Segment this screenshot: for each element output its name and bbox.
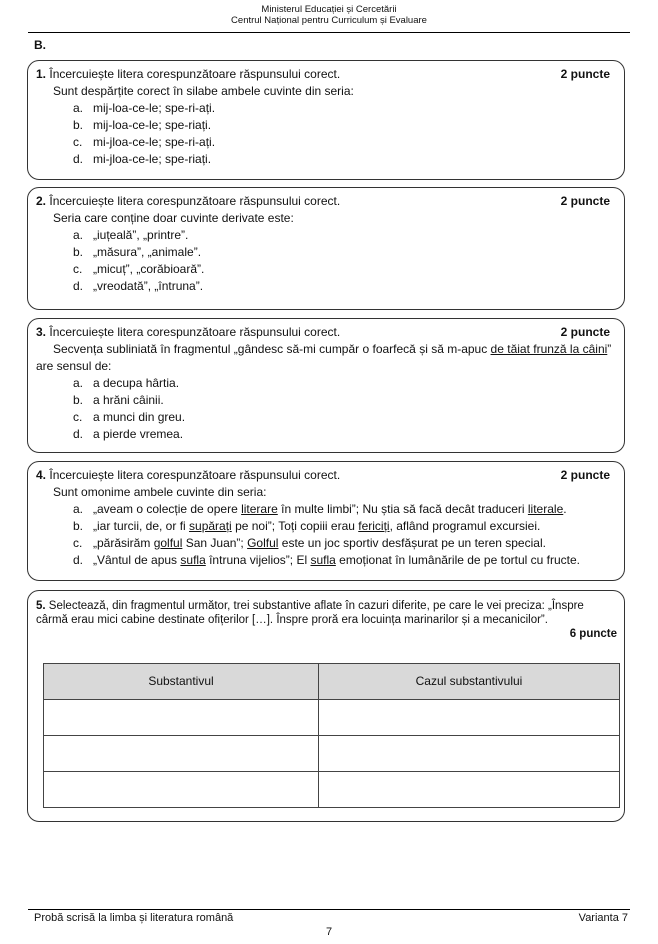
question-number: 5.: [36, 600, 46, 612]
question-1-box: [27, 60, 625, 180]
question-number: 2.: [36, 194, 47, 208]
question-number: 4.: [36, 468, 47, 482]
question-text-line1: Selectează, din fragmentul următor, trei substantive aflate în cazuri diferite, pe care le vei preciza: „Înspre: [48, 600, 584, 612]
option-a[interactable]: a. a decupa hârtia.: [73, 376, 180, 390]
footer-exam-title: Probă scrisă la limba și literatura română: [34, 912, 234, 924]
question-prompt: Sunt omonime ambele cuvinte din seria:: [53, 485, 267, 499]
question-prompt: Secvența subliniată în fragmentul „gândesc să-mi cumpăr o foarfecă și să m-apuc de tăiat frunză la câini”: [53, 342, 612, 356]
option-d[interactable]: d. „vreodată”, „întruna”.: [73, 279, 204, 293]
ministry-name: Ministerul Educației și Cercetării: [261, 4, 397, 15]
question-instruction: Încercuiește litera corespunzătoare răspunsului corect.: [49, 194, 341, 208]
footer-divider: [28, 909, 630, 910]
question-prompt: Seria care conține doar cuvinte derivate este:: [53, 211, 294, 225]
option-a[interactable]: a. „iuțeală”, „printre”.: [73, 228, 189, 242]
answer-cell[interactable]: [319, 700, 620, 736]
underlined-phrase: de tăiat frunză la câini: [490, 342, 608, 356]
question-points: 2 puncte: [560, 67, 610, 81]
option-d[interactable]: d. a pierde vremea.: [73, 427, 184, 441]
question-prompt-continuation: are sensul de:: [36, 359, 112, 373]
option-b[interactable]: b. a hrăni câinii.: [73, 393, 164, 407]
center-name: Centrul Național pentru Curriculum și Evaluare: [231, 15, 427, 26]
question-number: 1.: [36, 67, 47, 81]
option-b[interactable]: b. „măsura”, „animale”.: [73, 245, 202, 259]
option-c[interactable]: c. mi-jloa-ce-le; spe-ri-ați.: [73, 135, 216, 149]
option-d[interactable]: d. „Vântul de apus sufla întruna vijelios”; El sufla emoționat în lumânările de pe tortul cu fructe.: [73, 553, 580, 567]
option-c[interactable]: c. a munci din greu.: [73, 410, 186, 424]
question-instruction: Încercuiește litera corespunzătoare răspunsului corect.: [49, 325, 341, 339]
question-instruction: Încercuiește litera corespunzătoare răspunsului corect.: [49, 67, 341, 81]
column-header-case: Cazul substantivului: [319, 664, 620, 700]
question-points: 2 puncte: [560, 325, 610, 339]
question-points: 6 puncte: [569, 628, 617, 640]
document-header: [0, 4, 658, 26]
answer-cell[interactable]: [319, 736, 620, 772]
section-letter: B.: [34, 38, 46, 52]
question-5-box: [27, 590, 625, 822]
table-row: [44, 772, 620, 808]
answer-cell[interactable]: [44, 736, 319, 772]
option-a[interactable]: a. mij-loa-ce-le; spe-ri-ați.: [73, 101, 216, 115]
option-d[interactable]: d. mi-jloa-ce-le; spe-riați.: [73, 152, 212, 166]
question-points: 2 puncte: [560, 468, 610, 482]
table-row: [44, 736, 620, 772]
question-instruction: Încercuiește litera corespunzătoare răspunsului corect.: [49, 468, 341, 482]
footer-variant: Varianta 7: [578, 912, 628, 924]
option-c[interactable]: c. „părăsirăm golful San Juan”; Golful este un joc sportiv desfășurat pe un teren special.: [73, 536, 546, 550]
question-prompt: Sunt despărțite corect în silabe ambele cuvinte din seria:: [53, 84, 354, 98]
column-header-noun: Substantivul: [44, 664, 319, 700]
answer-table: [43, 663, 620, 808]
answer-cell[interactable]: [44, 700, 319, 736]
option-a[interactable]: a. „aveam o colecție de opere literare în multe limbi”; Nu știa să facă decât traduceri literale.: [73, 502, 567, 516]
option-b[interactable]: b. mij-loa-ce-le; spe-riați.: [73, 118, 212, 132]
question-4-box: [27, 461, 625, 581]
question-3-box: [27, 318, 625, 453]
option-b[interactable]: b. „iar turcii, de, or fi supărați pe noi”; Toți copiii erau fericiți, aflând programul excursiei.: [73, 519, 541, 533]
header-divider: [28, 32, 630, 33]
answer-cell[interactable]: [44, 772, 319, 808]
page-number: 7: [325, 926, 333, 938]
question-2-box: [27, 187, 625, 310]
question-text-line2: cârmă erau mici cabine destinate ofițerilor […]. Înspre proră era locuința marinarilor și a mecanicilor”.: [36, 614, 548, 626]
answer-cell[interactable]: [319, 772, 620, 808]
question-points: 2 puncte: [560, 194, 610, 208]
question-number: 3.: [36, 325, 47, 339]
table-row: [44, 700, 620, 736]
option-c[interactable]: c. „micuț”, „corăbioară”.: [73, 262, 205, 276]
